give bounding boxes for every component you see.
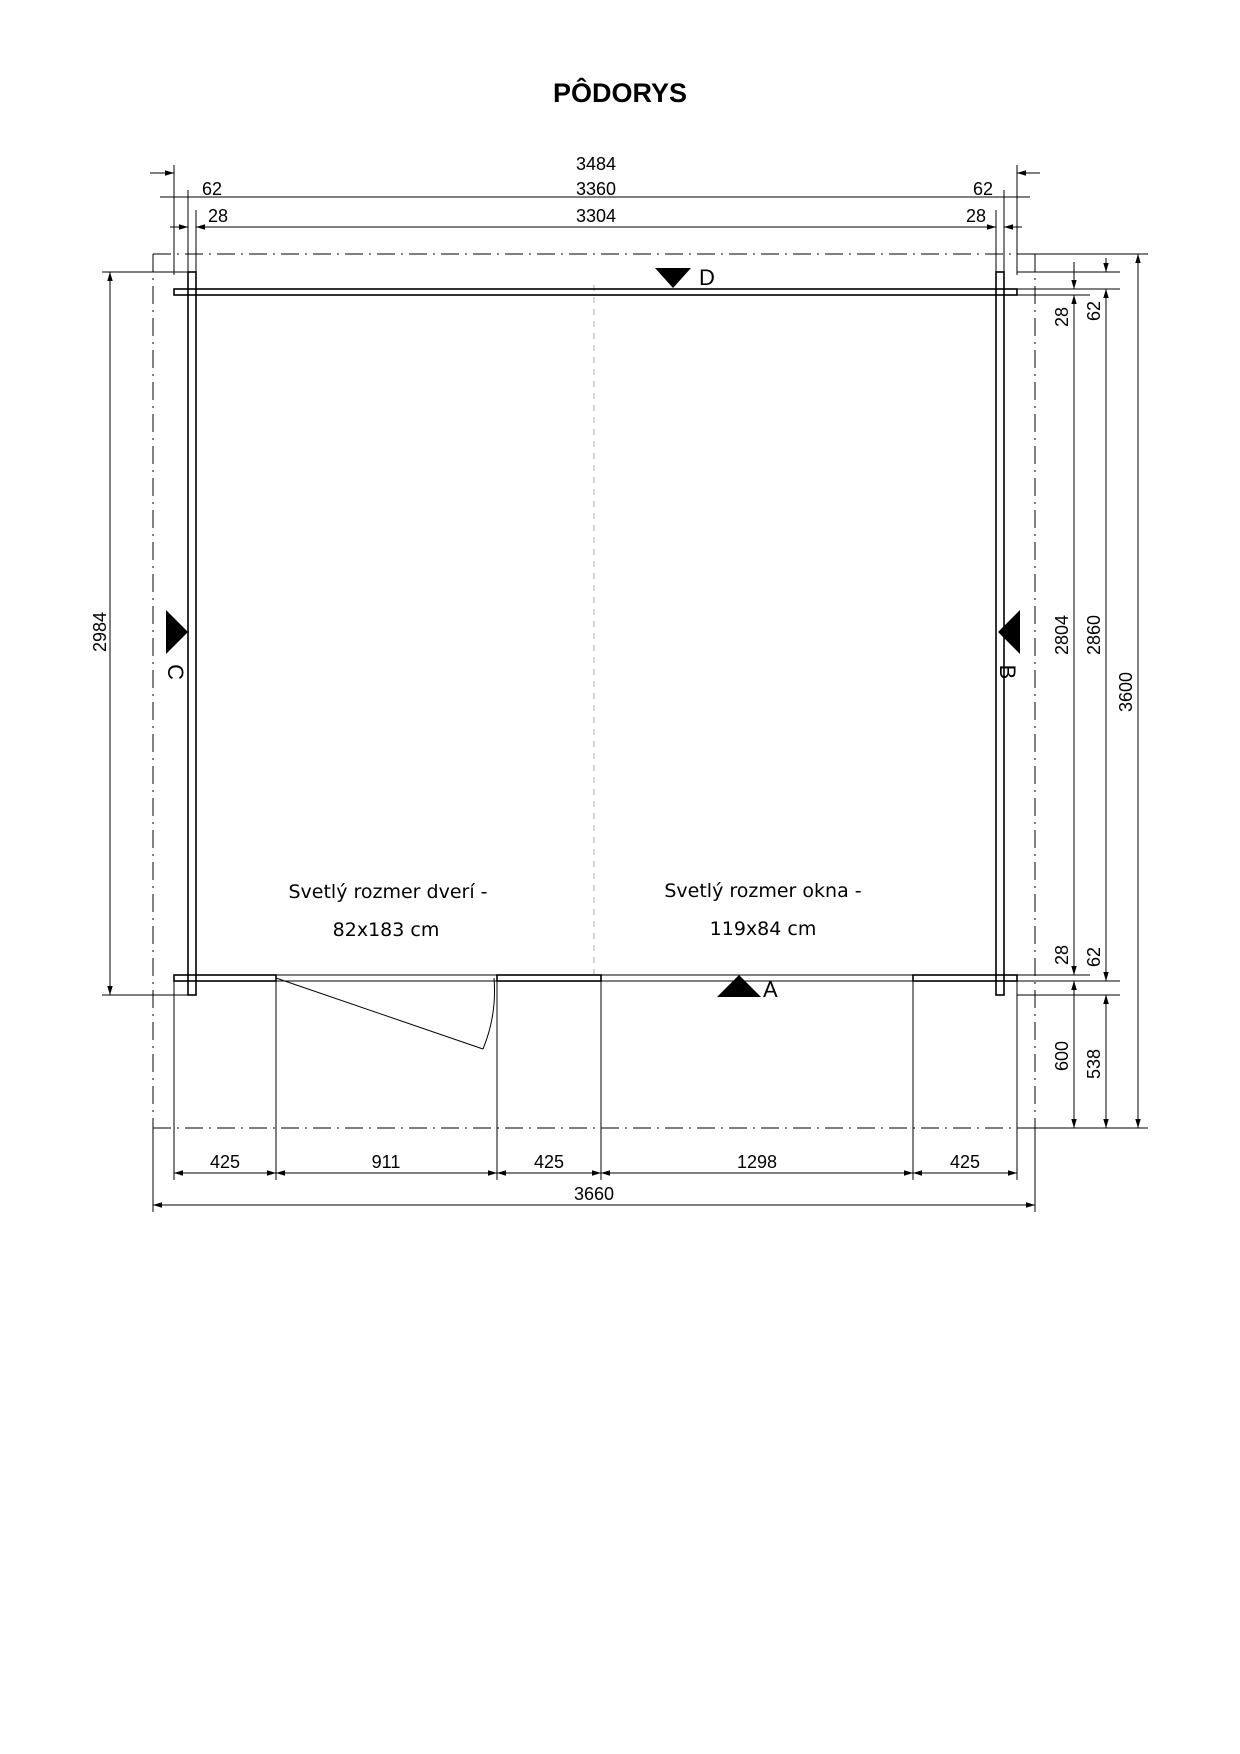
dim-right-top-28: 28 [1052,306,1072,328]
dim-3360: 3360 [575,179,617,199]
bottom-dimensions [153,981,1035,1212]
door-note-line2: 82x183 cm [332,919,440,941]
marker-d-label: D [699,265,715,290]
dim-3660: 3660 [573,1184,615,1204]
dim-bottom-425-b: 425 [533,1152,565,1172]
window-note-line2: 119x84 cm [709,918,817,940]
section-marker-d [655,265,715,290]
dim-right-bot-28: 28 [1052,944,1072,966]
section-marker-b [995,610,1020,679]
dim-bottom-1298: 1298 [736,1152,778,1172]
window-note-line1: Svetlý rozmer okna - [664,880,862,902]
dim-3304: 3304 [575,206,617,226]
section-marker-a [717,975,778,1002]
dim-right-28: 28 [965,206,987,226]
dim-2860: 2860 [1084,614,1104,656]
dim-right-top-62: 62 [1084,300,1104,322]
section-marker-c [163,610,188,680]
marker-b-label: B [995,664,1020,680]
dim-left-28: 28 [207,206,229,226]
dim-bottom-911: 911 [371,1152,401,1172]
top-dimensions [150,154,1040,275]
dim-3600: 3600 [1116,671,1136,713]
dim-600: 600 [1052,1040,1072,1072]
dim-left-62: 62 [201,179,223,199]
dim-538: 538 [1084,1048,1104,1080]
opening-notes [288,880,861,941]
dim-bottom-425-a: 425 [209,1152,241,1172]
page-title: PÔDORYS [552,78,688,108]
door-note-line1: Svetlý rozmer dverí - [288,881,488,903]
door-swing [276,978,495,1049]
dim-bottom-425-c: 425 [949,1152,981,1172]
right-dimensions [1017,254,1148,1128]
dim-3484: 3484 [575,154,617,174]
marker-c-label: C [163,664,188,680]
dim-2984: 2984 [90,611,110,653]
dim-2804: 2804 [1052,614,1072,656]
dim-right-bot-62: 62 [1084,946,1104,968]
marker-a-label: A [763,977,778,1002]
dim-right-62: 62 [972,179,994,199]
